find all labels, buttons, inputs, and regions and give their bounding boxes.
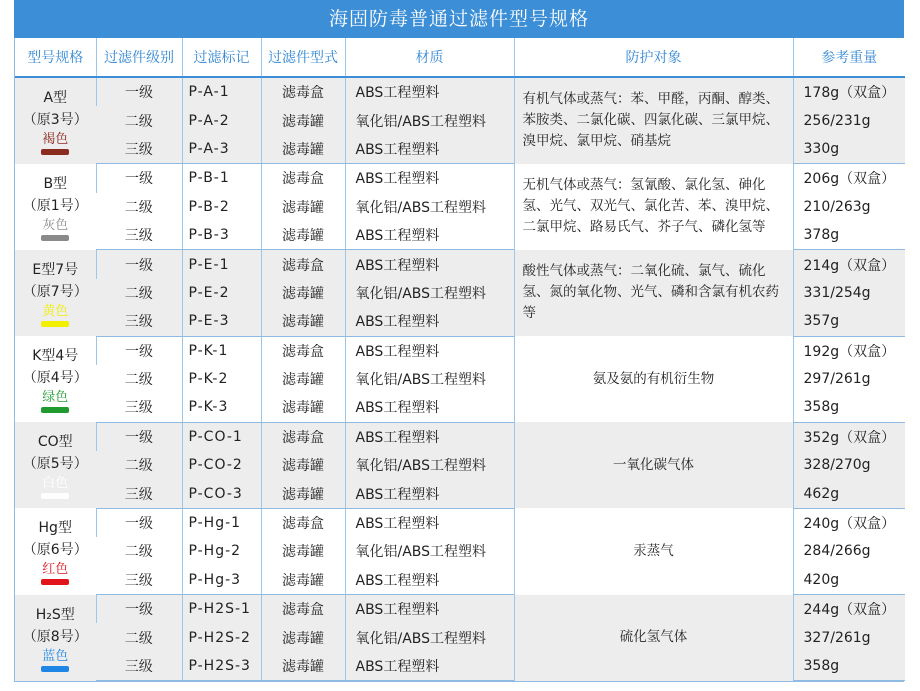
type-name: B型 — [43, 175, 68, 192]
weight-cell: 331/254g — [793, 279, 905, 307]
material-cell: 氧化铝/ABS工程塑料 — [345, 106, 514, 134]
material-cell: 氧化铝/ABS工程塑料 — [345, 279, 514, 307]
level-cell: 二级 — [96, 279, 182, 307]
header-level: 过滤件级别 — [96, 38, 182, 77]
protection-cell: 一氧化碳气体 — [514, 422, 793, 508]
form-cell: 滤毒罐 — [261, 566, 345, 595]
level-cell: 一级 — [96, 595, 182, 624]
table-row — [15, 250, 905, 279]
material-cell: ABS工程塑料 — [345, 508, 514, 537]
weight-cell: 256/231g — [793, 106, 905, 134]
form-cell: 滤毒罐 — [261, 479, 345, 508]
type-cell — [15, 164, 96, 250]
color-swatch — [41, 407, 69, 413]
form-cell: 滤毒罐 — [261, 135, 345, 164]
table-row — [15, 336, 905, 365]
form-cell: 滤毒罐 — [261, 307, 345, 336]
material-cell: 氧化铝/ABS工程塑料 — [345, 623, 514, 651]
filter-group — [15, 77, 905, 164]
form-cell: 滤毒盒 — [261, 595, 345, 624]
mark-cell: P-B-3 — [182, 221, 261, 250]
material-cell: ABS工程塑料 — [345, 336, 514, 365]
mark-cell: P-E-1 — [182, 250, 261, 279]
form-cell: 滤毒盒 — [261, 422, 345, 451]
level-cell: 三级 — [96, 221, 182, 250]
weight-cell: 214g（双盒） — [793, 250, 905, 279]
type-name: CO型 — [37, 434, 73, 451]
level-cell: 三级 — [96, 135, 182, 164]
level-cell: 一级 — [96, 508, 182, 537]
form-cell: 滤毒盒 — [261, 164, 345, 193]
material-cell: ABS工程塑料 — [345, 250, 514, 279]
mark-cell: P-H2S-3 — [182, 652, 261, 681]
level-cell: 二级 — [96, 451, 182, 479]
table-row — [15, 164, 905, 193]
level-cell: 二级 — [96, 537, 182, 565]
weight-cell: 284/266g — [793, 537, 905, 565]
weight-cell: 210/263g — [793, 193, 905, 221]
spec-table-frame — [14, 38, 904, 682]
weight-cell: 357g — [793, 307, 905, 336]
level-cell: 一级 — [96, 77, 182, 106]
level-cell: 二级 — [96, 365, 182, 393]
level-cell: 一级 — [96, 336, 182, 365]
weight-cell: 178g（双盒） — [793, 77, 905, 106]
color-swatch — [41, 493, 69, 499]
form-cell: 滤毒盒 — [261, 508, 345, 537]
mark-cell: P-CO-1 — [182, 422, 261, 451]
level-cell: 三级 — [96, 652, 182, 681]
material-cell: 氧化铝/ABS工程塑料 — [345, 451, 514, 479]
material-cell: ABS工程塑料 — [345, 135, 514, 164]
color-label: 黄色 — [42, 303, 69, 319]
material-cell: ABS工程塑料 — [345, 479, 514, 508]
header-weight: 参考重量 — [793, 38, 905, 77]
weight-cell: 330g — [793, 135, 905, 164]
mark-cell: P-H2S-1 — [182, 595, 261, 624]
type-cell — [15, 595, 96, 681]
filter-group — [15, 595, 905, 681]
header-mark: 过滤标记 — [182, 38, 261, 77]
weight-cell: 328/270g — [793, 451, 905, 479]
material-cell: ABS工程塑料 — [345, 164, 514, 193]
form-cell: 滤毒罐 — [261, 393, 345, 422]
header-form: 过滤件型式 — [261, 38, 345, 77]
form-cell: 滤毒罐 — [261, 537, 345, 565]
level-cell: 三级 — [96, 393, 182, 422]
color-label: 灰色 — [42, 217, 69, 233]
level-cell: 一级 — [96, 164, 182, 193]
form-cell: 滤毒罐 — [261, 451, 345, 479]
form-cell: 滤毒罐 — [261, 221, 345, 250]
header-protection: 防护对象 — [514, 38, 793, 77]
form-cell: 滤毒罐 — [261, 193, 345, 221]
type-original: （原7号） — [22, 283, 88, 300]
level-cell: 三级 — [96, 307, 182, 336]
filter-group — [15, 164, 905, 250]
weight-cell: 420g — [793, 566, 905, 595]
material-cell: ABS工程塑料 — [345, 595, 514, 624]
type-cell — [15, 250, 96, 336]
form-cell: 滤毒盒 — [261, 336, 345, 365]
level-cell: 二级 — [96, 106, 182, 134]
color-label: 蓝色 — [42, 648, 69, 664]
weight-cell: 244g（双盒） — [793, 595, 905, 624]
header-type: 型号规格 — [15, 38, 96, 77]
color-swatch — [41, 235, 69, 241]
table-header — [15, 38, 905, 77]
weight-cell: 240g（双盒） — [793, 508, 905, 537]
mark-cell: P-A-2 — [182, 106, 261, 134]
type-original: （原5号） — [22, 456, 88, 473]
protection-cell: 汞蒸气 — [514, 508, 793, 594]
level-cell: 二级 — [96, 623, 182, 651]
filter-group — [15, 250, 905, 336]
form-cell: 滤毒罐 — [261, 623, 345, 651]
color-swatch — [41, 666, 69, 672]
mark-cell: P-K-2 — [182, 365, 261, 393]
type-cell — [15, 77, 96, 164]
material-cell: ABS工程塑料 — [345, 221, 514, 250]
level-cell: 三级 — [96, 479, 182, 508]
weight-cell: 327/261g — [793, 623, 905, 651]
type-name: K型4号 — [32, 348, 79, 365]
form-cell: 滤毒罐 — [261, 106, 345, 134]
header-material: 材质 — [345, 38, 514, 77]
mark-cell: P-E-2 — [182, 279, 261, 307]
material-cell: 氧化铝/ABS工程塑料 — [345, 537, 514, 565]
level-cell: 二级 — [96, 193, 182, 221]
material-cell: ABS工程塑料 — [345, 566, 514, 595]
weight-cell: 358g — [793, 652, 905, 681]
mark-cell: P-K-1 — [182, 336, 261, 365]
weight-cell: 358g — [793, 393, 905, 422]
weight-cell: 297/261g — [793, 365, 905, 393]
form-cell: 滤毒罐 — [261, 279, 345, 307]
mark-cell: P-E-3 — [182, 307, 261, 336]
filter-group — [15, 422, 905, 508]
type-original: （原1号） — [22, 197, 88, 214]
type-original: （原3号） — [22, 111, 88, 128]
type-name: H₂S型 — [35, 606, 75, 623]
type-cell — [15, 336, 96, 422]
type-original: （原6号） — [22, 542, 88, 559]
level-cell: 一级 — [96, 250, 182, 279]
color-label: 红色 — [42, 562, 69, 578]
weight-cell: 378g — [793, 221, 905, 250]
color-swatch — [41, 149, 69, 155]
form-cell: 滤毒罐 — [261, 365, 345, 393]
level-cell: 三级 — [96, 566, 182, 595]
form-cell: 滤毒罐 — [261, 652, 345, 681]
material-cell: ABS工程塑料 — [345, 652, 514, 681]
weight-cell: 206g（双盒） — [793, 164, 905, 193]
mark-cell: P-A-3 — [182, 135, 261, 164]
type-original: （原4号） — [22, 370, 88, 387]
weight-cell: 462g — [793, 479, 905, 508]
protection-cell: 有机气体或蒸气：苯、甲醛，丙酮、醇类、苯胺类、二氯化碳、四氯化碳、三氯甲烷、溴甲烷、氯甲烷、硝基烷 — [514, 77, 793, 164]
mark-cell: P-Hg-3 — [182, 566, 261, 595]
weight-cell: 192g（双盒） — [793, 336, 905, 365]
mark-cell: P-Hg-2 — [182, 537, 261, 565]
level-cell: 一级 — [96, 422, 182, 451]
color-swatch — [41, 579, 69, 585]
type-name: Hg型 — [38, 520, 72, 537]
material-cell: ABS工程塑料 — [345, 422, 514, 451]
spec-table — [15, 38, 905, 681]
filter-group — [15, 508, 905, 594]
material-cell: 氧化铝/ABS工程塑料 — [345, 365, 514, 393]
color-label: 白色 — [42, 476, 69, 492]
protection-cell: 无机气体或蒸气：氢氰酸、氯化氢、砷化氢、光气、双光气、氯化苦、苯、溴甲烷、二氯甲烷、路易氏气、芥子气、磷化氢等 — [514, 164, 793, 250]
form-cell: 滤毒盒 — [261, 250, 345, 279]
material-cell: ABS工程塑料 — [345, 77, 514, 106]
color-label: 褐色 — [42, 131, 69, 147]
color-swatch — [41, 321, 69, 327]
mark-cell: P-Hg-1 — [182, 508, 261, 537]
type-original: （原8号） — [22, 628, 88, 645]
color-label: 绿色 — [42, 390, 69, 406]
mark-cell: P-CO-2 — [182, 451, 261, 479]
mark-cell: P-CO-3 — [182, 479, 261, 508]
type-name: E型7号 — [32, 261, 79, 278]
protection-cell: 酸性气体或蒸气：二氧化硫、氯气、硫化氢、氮的氧化物、光气、磷和含氯有机农药等 — [514, 250, 793, 336]
protection-cell: 硫化氢气体 — [514, 595, 793, 681]
table-row — [15, 508, 905, 537]
spec-sheet — [14, 0, 904, 682]
form-cell: 滤毒盒 — [261, 77, 345, 106]
material-cell: ABS工程塑料 — [345, 393, 514, 422]
mark-cell: P-B-2 — [182, 193, 261, 221]
material-cell: 氧化铝/ABS工程塑料 — [345, 193, 514, 221]
type-cell — [15, 422, 96, 508]
mark-cell: P-K-3 — [182, 393, 261, 422]
protection-cell: 氨及氨的有机衍生物 — [514, 336, 793, 422]
table-row — [15, 422, 905, 451]
weight-cell: 352g（双盒） — [793, 422, 905, 451]
filter-group — [15, 336, 905, 422]
material-cell: ABS工程塑料 — [345, 307, 514, 336]
mark-cell: P-H2S-2 — [182, 623, 261, 651]
table-row — [15, 77, 905, 106]
table-title: 海固防毒普通过滤件型号规格 — [14, 0, 904, 38]
mark-cell: P-B-1 — [182, 164, 261, 193]
type-cell — [15, 508, 96, 594]
table-row — [15, 595, 905, 624]
type-name: A型 — [43, 89, 68, 106]
mark-cell: P-A-1 — [182, 77, 261, 106]
